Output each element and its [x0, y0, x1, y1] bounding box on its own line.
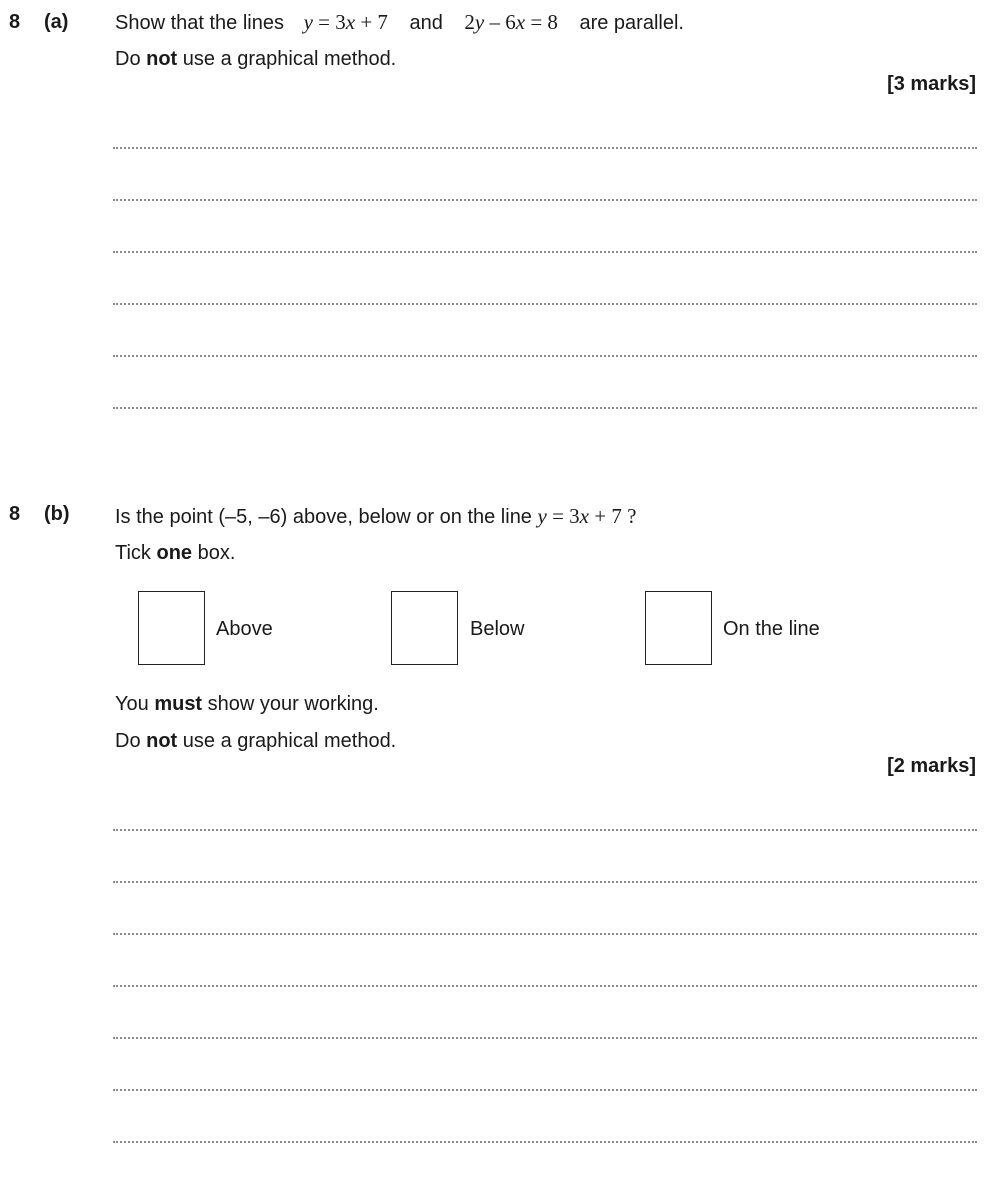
answer-line-b-1[interactable]	[113, 829, 977, 831]
option-label-on-the-line: On the line	[723, 618, 820, 640]
answer-line-a-6[interactable]	[113, 407, 977, 409]
answer-line-b-6[interactable]	[113, 1089, 977, 1091]
intro-text: Show that the lines	[115, 12, 284, 34]
working-instruction: You must show your working.	[115, 693, 379, 715]
instruction-a: Do not use a graphical method.	[115, 48, 397, 70]
instruction-b: Do not use a graphical method.	[115, 730, 397, 752]
question-number-a: 8	[9, 11, 21, 33]
answer-line-a-2[interactable]	[113, 199, 977, 201]
question-text-b: Is the point (–5, –6) above, below or on the line y = 3x + 7 ?	[115, 504, 637, 528]
question-text-a	[115, 10, 684, 35]
answer-line-b-2[interactable]	[113, 881, 977, 883]
question-number-b: 8	[9, 503, 21, 525]
option-label-below: Below	[470, 618, 525, 640]
tick-instruction: Tick one box.	[115, 542, 236, 564]
part-label-a: (a)	[44, 11, 69, 33]
answer-line-b-5[interactable]	[113, 1037, 977, 1039]
marks-a: [3 marks]	[887, 73, 976, 95]
option-label-above: Above	[216, 618, 273, 640]
answer-line-a-3[interactable]	[113, 251, 977, 253]
answer-line-a-4[interactable]	[113, 303, 977, 305]
marks-b: [2 marks]	[887, 755, 976, 777]
checkbox-below[interactable]	[391, 591, 458, 665]
connector-and: and	[409, 12, 443, 34]
checkbox-on-the-line[interactable]	[645, 591, 712, 665]
equation-line2: 2y – 6x = 8	[464, 10, 558, 34]
answer-line-b-4[interactable]	[113, 985, 977, 987]
outro-text: are parallel.	[579, 12, 684, 34]
answer-line-b-3[interactable]	[113, 933, 977, 935]
equation-line1: y = 3x + 7	[303, 10, 388, 34]
answer-line-a-5[interactable]	[113, 355, 977, 357]
answer-line-a-1[interactable]	[113, 147, 977, 149]
checkbox-above[interactable]	[138, 591, 205, 665]
equation-line-b: y = 3x + 7 ?	[537, 504, 637, 528]
part-label-b: (b)	[44, 503, 70, 525]
answer-line-b-7[interactable]	[113, 1141, 977, 1143]
